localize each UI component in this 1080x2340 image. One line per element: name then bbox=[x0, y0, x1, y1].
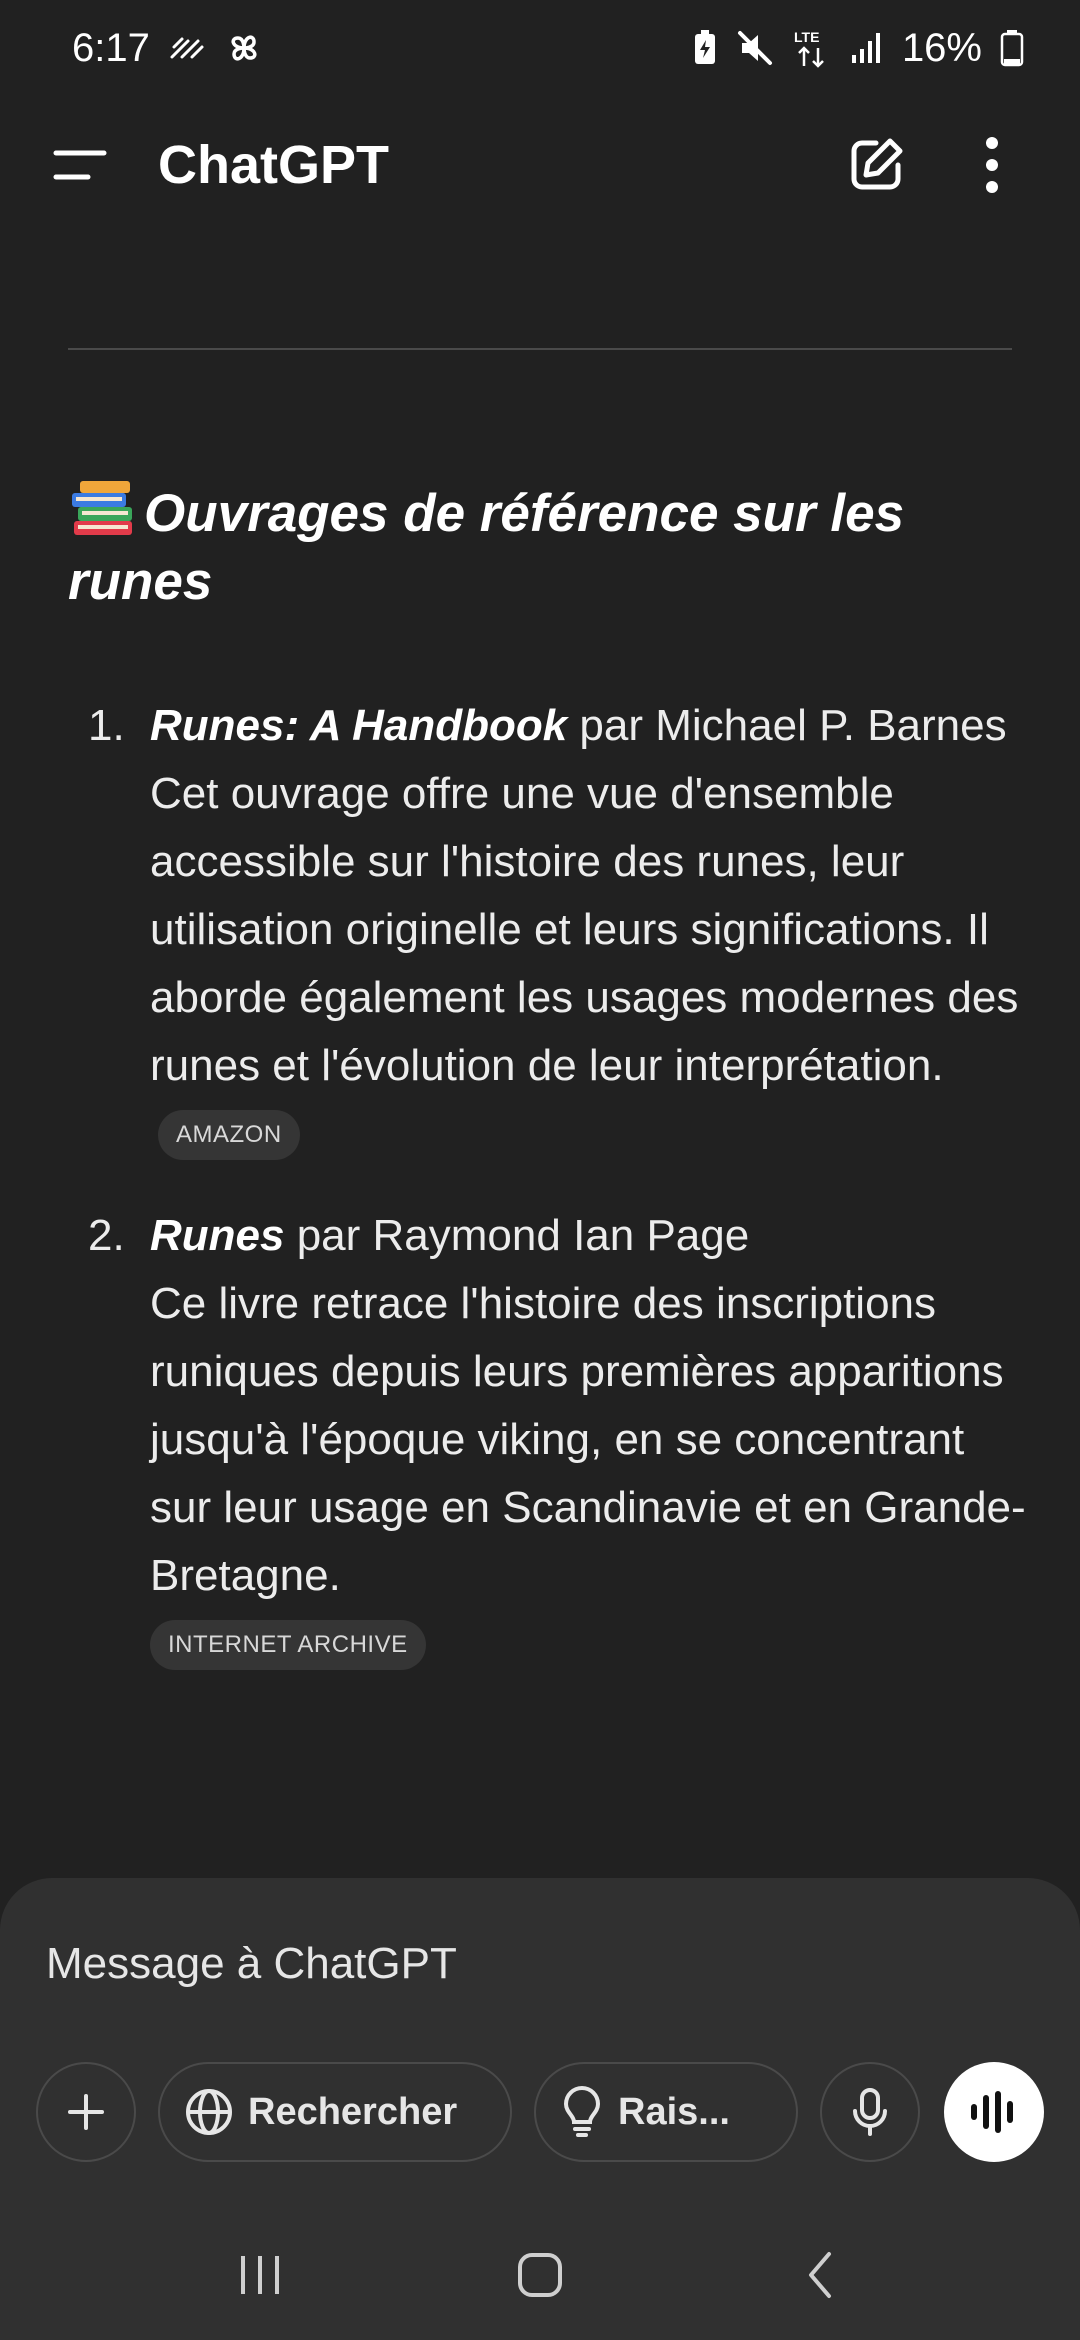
recents-icon bbox=[237, 2252, 283, 2298]
book-list bbox=[88, 692, 1030, 1712]
dictate-button[interactable] bbox=[820, 2062, 920, 2162]
pinwheel-icon bbox=[224, 28, 264, 68]
status-time: 6:17 bbox=[72, 25, 150, 70]
book-description: Cet ouvrage offre une vue d'ensemble accessible sur l'histoire des runes, leur utilisation originelle et leurs significations. Il aborde également les usages modernes des runes et l'évolution de leur interprétation. bbox=[150, 769, 1019, 1090]
new-chat-button[interactable] bbox=[836, 125, 916, 205]
chat-content[interactable] bbox=[0, 220, 1080, 1880]
search-button[interactable] bbox=[158, 2062, 512, 2162]
menu-icon bbox=[52, 145, 108, 185]
app-title: ChatGPT bbox=[158, 135, 390, 195]
battery-saver-icon bbox=[692, 29, 718, 67]
battery-icon bbox=[1000, 29, 1024, 67]
signal-icon bbox=[850, 31, 884, 65]
status-right bbox=[692, 26, 1024, 71]
list-number: 1. bbox=[88, 701, 125, 750]
battery-percent: 16% bbox=[901, 25, 982, 70]
mute-icon bbox=[736, 29, 774, 67]
recents-button[interactable] bbox=[200, 2225, 320, 2325]
home-icon bbox=[516, 2251, 564, 2299]
list-number: 2. bbox=[88, 1211, 125, 1260]
books-emoji-icon bbox=[68, 481, 138, 537]
book-title: Runes bbox=[150, 1211, 285, 1260]
app-bar bbox=[0, 110, 1080, 220]
more-vert-icon bbox=[982, 135, 1002, 195]
nav-bar bbox=[0, 2210, 1080, 2340]
source-chip[interactable]: AMAZON bbox=[158, 1110, 300, 1160]
back-button[interactable] bbox=[760, 2225, 880, 2325]
back-icon bbox=[805, 2250, 835, 2300]
book-body bbox=[150, 1202, 1030, 1678]
status-left bbox=[72, 26, 264, 71]
menu-button[interactable] bbox=[48, 133, 112, 197]
more-options-button[interactable] bbox=[952, 125, 1032, 205]
weather-icon bbox=[168, 33, 206, 63]
globe-icon bbox=[184, 2087, 234, 2137]
book-author: par Raymond Ian Page bbox=[284, 1211, 750, 1260]
heading-text: Ouvrages de référence sur les runes bbox=[68, 484, 905, 611]
section-heading bbox=[68, 480, 1020, 616]
new-chat-icon bbox=[846, 135, 906, 195]
message-input[interactable]: Message à ChatGPT bbox=[46, 1939, 457, 1988]
list-item bbox=[88, 692, 1030, 1168]
reason-label: Rais... bbox=[618, 2090, 730, 2133]
mic-icon bbox=[850, 2087, 890, 2137]
search-label: Rechercher bbox=[248, 2090, 458, 2133]
list-item bbox=[88, 1202, 1030, 1678]
book-body bbox=[150, 692, 1030, 1168]
plus-icon bbox=[66, 2092, 106, 2132]
voice-mode-button[interactable] bbox=[944, 2062, 1044, 2162]
reason-button[interactable] bbox=[534, 2062, 798, 2162]
book-description: Ce livre retrace l'histoire des inscriptions runiques depuis leurs premières apparitions jusqu'à l'époque viking, en se concentrant sur leur usage en Scandinavie et en Grande-Bretagne. bbox=[150, 1279, 1026, 1600]
composer-actions bbox=[36, 2062, 1044, 2162]
status-bar bbox=[0, 0, 1080, 96]
lte-icon bbox=[792, 28, 832, 68]
source-chip[interactable]: INTERNET ARCHIVE bbox=[150, 1620, 426, 1670]
divider bbox=[68, 348, 1012, 350]
book-author: par Michael P. Barnes bbox=[567, 701, 1007, 750]
book-title: Runes: A Handbook bbox=[150, 701, 568, 750]
lte-label: LTE bbox=[793, 29, 820, 45]
composer bbox=[0, 1878, 1080, 2340]
home-button[interactable] bbox=[480, 2225, 600, 2325]
attach-button[interactable] bbox=[36, 2062, 136, 2162]
lightbulb-icon bbox=[560, 2086, 604, 2138]
voice-wave-icon bbox=[968, 2090, 1020, 2134]
